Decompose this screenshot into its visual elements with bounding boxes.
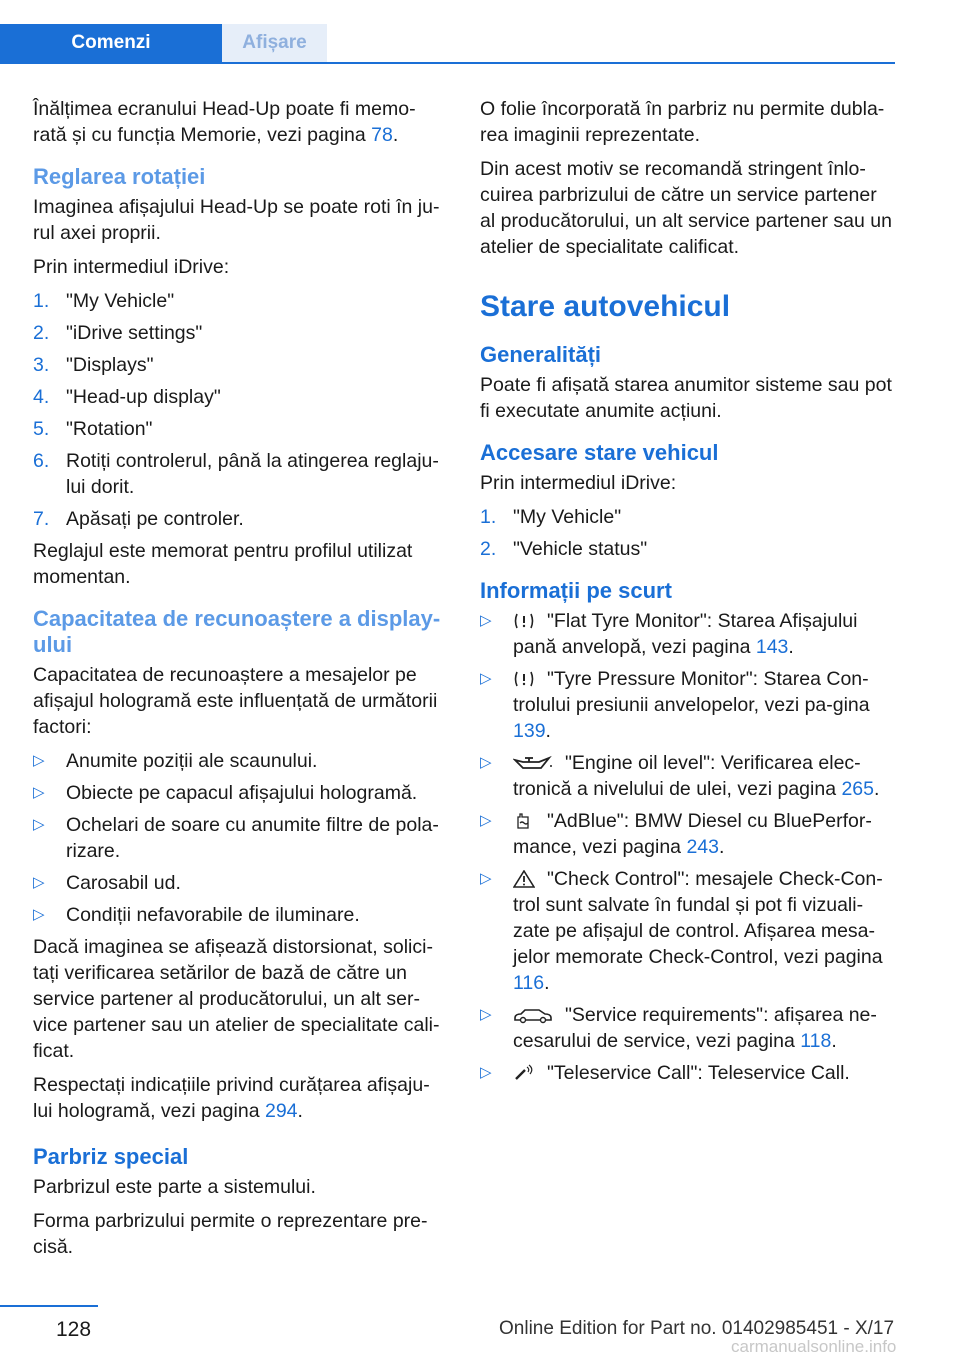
rotation-steps — [33, 288, 449, 532]
right-column — [480, 96, 895, 1092]
edition-text: Online Edition for Part no. 01402985451 - X/17 — [499, 1318, 895, 1339]
list-item: ▷ "Flat Tyre Monitor": Starea Afișajului pană anvelopă, vezi pagina 143. — [480, 610, 858, 658]
rotation-via: Prin intermediul iDrive: — [33, 256, 230, 278]
watermark: carmanualsonline.info — [731, 1337, 897, 1356]
foil-text: O folie încorporată în parbriz nu permite dubla-rea imaginii reprezentate. — [480, 98, 885, 146]
bullet-triangle-icon: ▷ — [33, 816, 45, 833]
list-item: ▷ Carosabil ud. — [33, 872, 181, 894]
access-heading: Accesare stare vehicul — [480, 440, 719, 465]
saved-text: Reglajul este memorat pentru profilul utilizat momentan. — [33, 540, 413, 588]
rotation-text: Imaginea afișajului Head-Up se poate roti în ju-rul axei proprii. — [33, 196, 440, 244]
page-link[interactable]: 294 — [264, 1100, 298, 1122]
tyre-warning-icon — [513, 611, 535, 629]
list-item: ▷ "Service requirements": afișarea ne-cesarului de service, vezi pagina 118. — [480, 1004, 877, 1052]
recognition-text: Capacitatea de recunoaștere a mesajelor pe afișajul hologramă este influențată de următorii factori: — [33, 664, 438, 738]
list-item: 1. "My Vehicle" — [480, 506, 622, 528]
bullet-triangle-icon: ▷ — [480, 612, 492, 629]
bullet-triangle-icon: ▷ — [33, 784, 45, 801]
bullet-triangle-icon: ▷ — [33, 874, 45, 891]
list-item: ▷ "Engine oil level": Verificarea elec-tronică a nivelului de ulei, vezi pagina 265. — [480, 752, 880, 800]
list-item: 3. "Displays" — [33, 354, 154, 376]
chapter-tabs — [0, 24, 895, 64]
list-item: 7. Apăsați pe controler. — [33, 508, 244, 530]
teleservice-icon — [513, 1063, 535, 1081]
cleaning-text: Respectați indicațiile privind curățarea afișaju-lui hologramă, vezi pagina 294. — [33, 1074, 430, 1122]
bullet-triangle-icon: ▷ — [480, 754, 492, 771]
list-item: 2. "Vehicle status" — [480, 538, 648, 560]
bullet-triangle-icon: ▷ — [33, 752, 45, 769]
page-link[interactable]: 143 — [755, 636, 789, 658]
warning-triangle-icon — [513, 869, 535, 887]
list-item: ▷ Ochelari de soare cu anumite filtre de pola-rizare. — [33, 814, 439, 862]
page-number: 128 — [56, 1318, 92, 1341]
page-link[interactable]: 116 — [513, 972, 545, 994]
list-item: ▷ "Check Control": mesajele Check-Con-trol sunt salvate în fundal și pot fi vizuali-zate pe afișajul de control. Afișarea mesa-jelor memorate Check-Control, vezi pagina 116. — [480, 868, 883, 994]
list-item: ▷ "Teleservice Call": Teleservice Call. — [480, 1062, 850, 1084]
general-text: Poate fi afișată starea anumitor sisteme sau pot fi executate anumite acțiuni. — [480, 374, 892, 422]
list-item: 6. Rotiți controlerul, până la atingerea reglaju-lui dorit. — [33, 450, 439, 498]
car-service-icon — [513, 1005, 553, 1023]
oil-can-icon — [513, 753, 553, 771]
list-item: 1. "My Vehicle" — [33, 290, 175, 312]
adblue-icon — [513, 811, 535, 829]
list-item: 2. "iDrive settings" — [33, 322, 203, 344]
info-heading: Informații pe scurt — [480, 578, 672, 603]
footer-divider — [0, 1305, 98, 1307]
access-steps — [480, 504, 895, 562]
list-item: 4. "Head-up display" — [33, 386, 221, 408]
tab-afisare[interactable]: Afișare — [222, 24, 327, 62]
page-link[interactable]: 118 — [800, 1030, 832, 1052]
general-heading: Generalități — [480, 342, 602, 367]
section-title: Stare autovehicul — [480, 290, 731, 323]
rotation-heading: Reglarea rotației — [33, 164, 206, 189]
bullet-triangle-icon: ▷ — [480, 1006, 492, 1023]
tyre-warning-icon — [513, 669, 535, 687]
list-item: ▷ Anumite poziții ale scaunului. — [33, 750, 318, 772]
page-link[interactable]: 139 — [513, 720, 546, 742]
access-via: Prin intermediul iDrive: — [480, 472, 677, 494]
info-list — [480, 608, 895, 1086]
bullet-triangle-icon: ▷ — [480, 870, 492, 887]
distorted-text: Dacă imaginea se afișează distorsionat, solici-tați verificarea setărilor de bază de către un service partener al producătorului, un alt ser-vice partener sau un atelier de specialitate cali-ficat. — [33, 936, 440, 1062]
bullet-triangle-icon: ▷ — [33, 906, 45, 923]
windscreen-p1: Parbrizul este parte a sistemului. — [33, 1176, 316, 1198]
bullet-triangle-icon: ▷ — [480, 812, 492, 829]
windscreen-heading: Parbriz special — [33, 1144, 189, 1169]
list-item: ▷ "AdBlue": BMW Diesel cu BluePerfor-mance, vezi pagina 243. — [480, 810, 872, 858]
windscreen-p2: Forma parbrizului permite o reprezentare pre-cisă. — [33, 1210, 428, 1258]
tab-comenzi[interactable]: Comenzi — [0, 24, 222, 62]
recognition-heading: Capacitatea de recunoaștere a display-ului — [33, 606, 441, 657]
list-item: ▷ "Tyre Pressure Monitor": Starea Con-trolului presiunii anvelopelor, vezi pa-gina 139. — [480, 668, 870, 742]
bullet-triangle-icon: ▷ — [480, 670, 492, 687]
page-link[interactable]: 243 — [686, 836, 719, 858]
list-item: 5. "Rotation" — [33, 418, 153, 440]
replace-text: Din acest motiv se recomandă stringent înlo-cuirea parbrizului de către un service partener al producătorului, un alt service partener sau un atelier de specialitate calificat. — [480, 158, 892, 258]
page-link[interactable]: 78 — [371, 124, 393, 146]
intro-paragraph: Înălțimea ecranului Head-Up poate fi memo-rată și cu funcția Memorie, vezi pagina 78. — [33, 98, 416, 146]
list-item: ▷ Obiecte pe capacul afișajului hologramă. — [33, 782, 418, 804]
page-link[interactable]: 265 — [841, 778, 874, 800]
bullet-triangle-icon: ▷ — [480, 1064, 492, 1081]
list-item: ▷ Condiții nefavorabile de iluminare. — [33, 904, 360, 926]
left-column — [33, 96, 449, 1268]
recognition-factors — [33, 748, 449, 928]
